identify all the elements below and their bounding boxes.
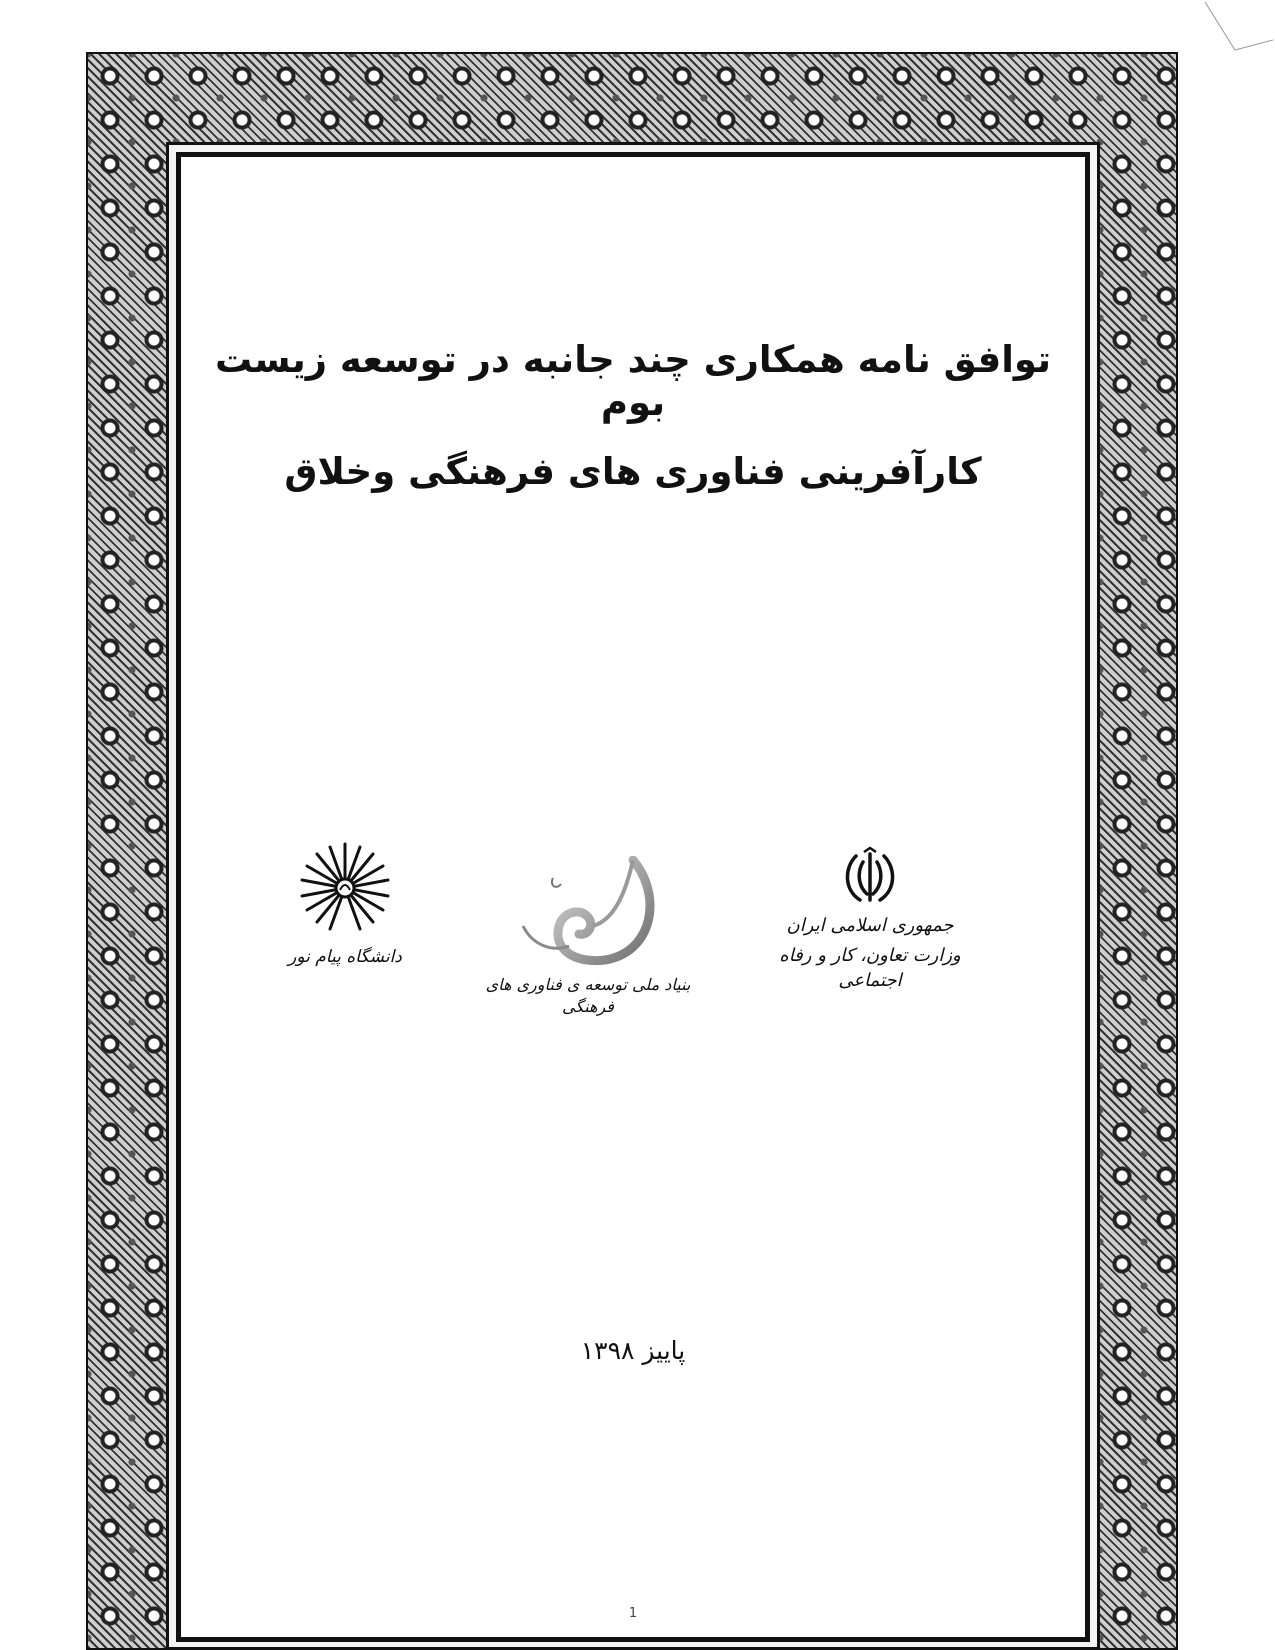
folded-corner-mark	[1195, 0, 1275, 60]
payame-noor-emblem-icon	[295, 838, 395, 938]
swirl-emblem-icon	[513, 856, 663, 966]
iran-caption-line-1: جمهوری اسلامی ایران	[786, 915, 954, 936]
foundation-caption: بنیاد ملی توسعه ی فناوری های فرهنگی	[485, 975, 691, 1016]
payame-noor-caption: دانشگاه پیام نور	[288, 947, 402, 967]
document-title-line-2: کارآفرینی فناوری های فرهنگی وخلاق	[284, 450, 982, 493]
logo-cultural-tech-foundation	[478, 856, 698, 1017]
document-page	[190, 166, 1076, 1636]
document-date: پاییز ۱۳۹۸	[580, 1336, 686, 1365]
document-title-line-1: توافق نامه همکاری چند جانبه در توسعه زیست بوم	[215, 338, 1051, 424]
iran-caption-line-2: وزارت تعاون، کار و رفاه اجتماعی	[779, 945, 961, 991]
page-number: 1	[628, 1606, 638, 1621]
logo-payame-noor	[270, 838, 420, 969]
logo-iran-ministry	[745, 846, 995, 993]
iran-emblem-icon	[840, 846, 900, 908]
